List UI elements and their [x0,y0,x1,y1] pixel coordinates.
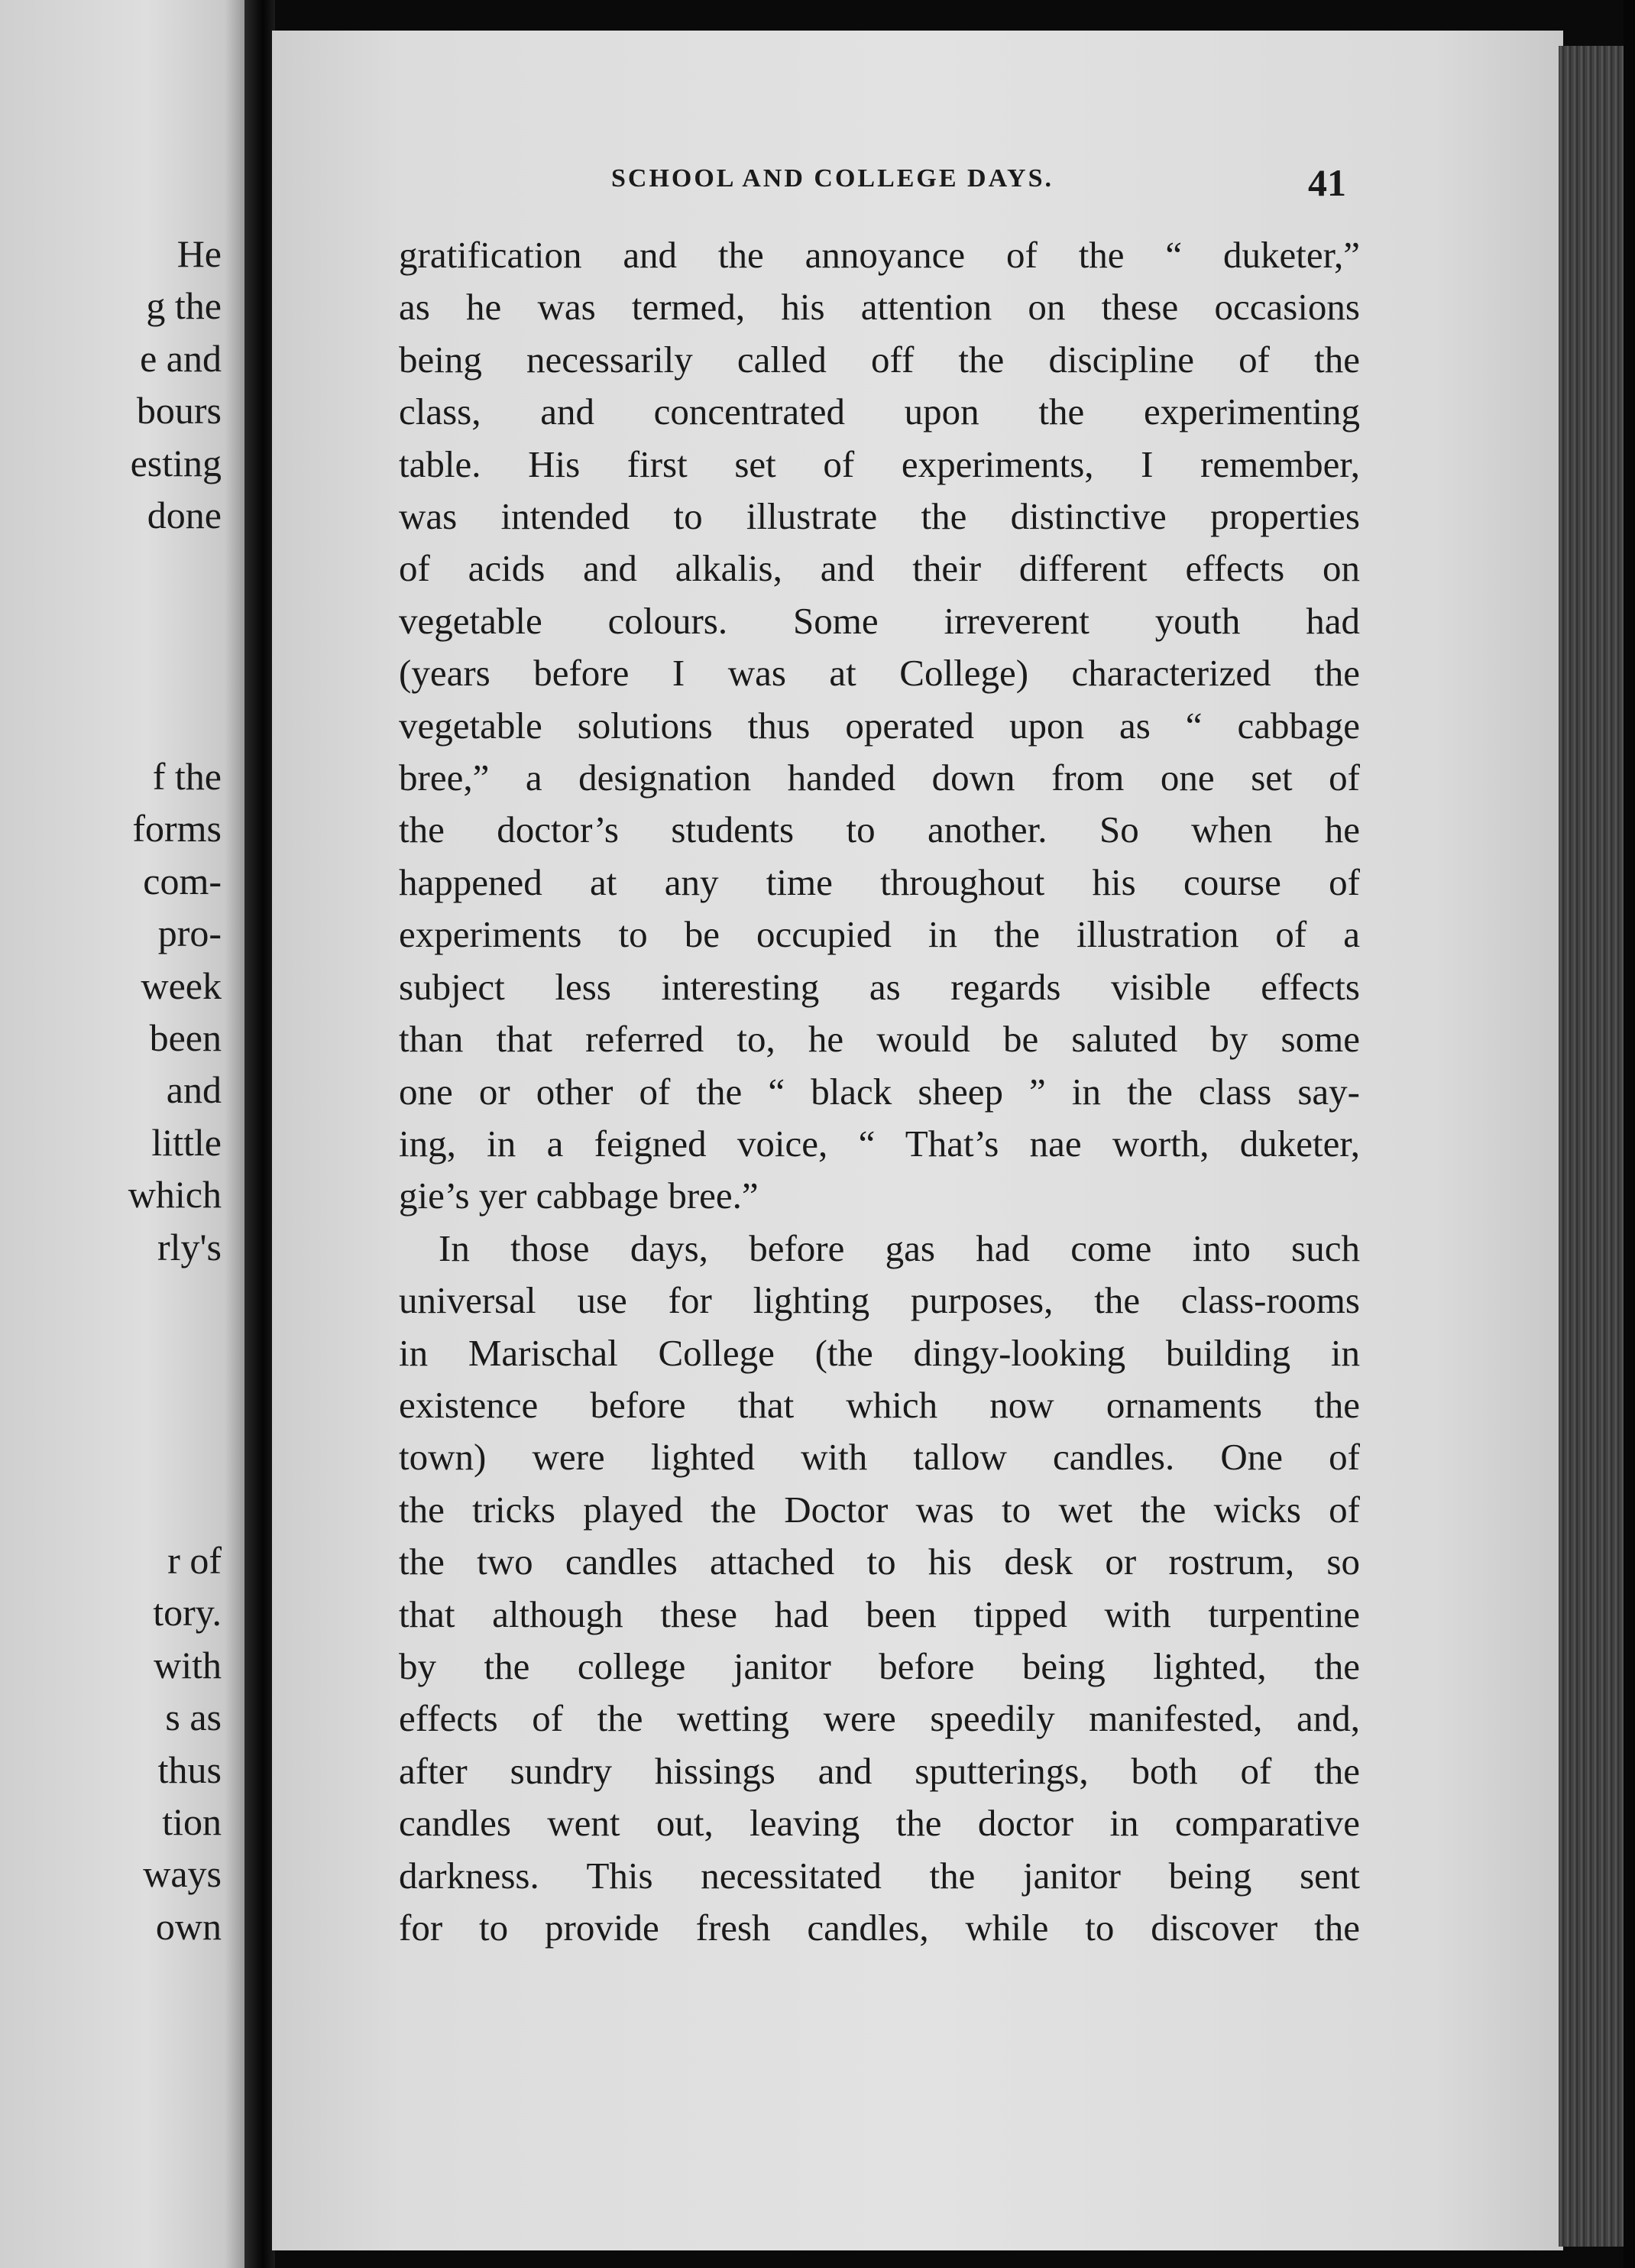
paragraph [399,1223,1360,1955]
previous-page-line: s as [165,1696,222,1739]
previous-page-line: g the [146,284,222,328]
blank-line [128,698,222,750]
previous-page-line: and [166,1068,222,1112]
previous-page-line: ways [143,1852,222,1896]
text-line: darkness. This necessitated the janitor being sent [399,1854,1360,1897]
text-line: class, and concentrated upon the experimenting [399,390,1360,433]
previous-page-line: with [154,1643,222,1686]
text-line: existence before that which now ornaments the [399,1383,1360,1426]
text-line: the two candles attached to his desk or rostrum, so [399,1541,1360,1583]
previous-page-line: r of [167,1539,222,1583]
text-line: gie’s yer cabbage bree.” [399,1174,759,1217]
text-line: of acids and alkalis, and their different effects on [399,547,1360,590]
blank-line [128,1482,222,1534]
blank-line [128,1325,222,1377]
book-gutter [244,0,275,2268]
running-header: SCHOOL AND COLLEGE DAYS. [611,164,1054,193]
previous-page-line: f the [152,755,222,798]
text-line: vegetable solutions thus operated upon as “ cabbage [399,704,1360,747]
previous-page-text [128,228,222,1952]
previous-page-line: week [141,964,222,1007]
previous-page-fragment [0,0,244,2268]
previous-page-line: esting [130,441,222,484]
previous-page-line: com- [143,859,222,902]
previous-page-line: rly's [157,1225,222,1268]
text-line: effects of the wetting were speedily manifested, and, [399,1697,1360,1740]
blank-line [128,1378,222,1430]
previous-page-line: which [128,1173,222,1217]
page-body [399,229,1360,1954]
text-line: as he was termed, his attention on these occasions [399,286,1360,329]
scan-border [1624,0,1635,2268]
page-number: 41 [1308,161,1346,204]
text-line: town) were lighted with tallow candles. One of [399,1436,1360,1479]
text-line: vegetable colours. Some irreverent youth had [399,599,1360,642]
previous-page-line: e and [140,336,222,380]
blank-line [128,541,222,593]
text-line: that although these had been tipped with turpentine [399,1592,1360,1635]
previous-page-line: own [155,1904,222,1948]
text-line: bree,” a designation handed down from one set of [399,757,1360,799]
text-line: table. His first set of experiments, I remember, [399,442,1360,485]
previous-page-line: He [176,232,222,275]
text-line: subject less interesting as regards visible effects [399,965,1360,1008]
text-line: the tricks played the Doctor was to wet the wicks of [399,1488,1360,1531]
text-line: for to provide fresh candles, while to discover the [399,1907,1360,1949]
previous-page-line: done [147,494,222,537]
text-line: the doctor’s students to another. So when he [399,808,1360,851]
previous-page-line: pro- [157,912,222,955]
text-line: (years before I was at College) characterized the [399,652,1360,695]
text-line: one or other of the “ black sheep ” in the class say- [399,1070,1360,1113]
text-line: after sundry hissings and sputterings, both of the [399,1749,1360,1792]
blank-line [128,594,222,646]
text-line: In those days, before gas had come into such [439,1226,1360,1269]
text-line: in Marischal College (the dingy-looking building in [399,1331,1360,1374]
page-edges [1559,46,1624,2247]
text-line: universal use for lighting purposes, the class-rooms [399,1279,1360,1322]
blank-line [128,1273,222,1325]
text-line: was intended to illustrate the distinctive properties [399,495,1360,538]
paragraph [399,229,1360,1223]
previous-page-line: forms [132,807,222,851]
text-line: experiments to be occupied in the illustration of a [399,913,1360,956]
text-line: by the college janitor before being lighted, the [399,1644,1360,1687]
text-line: gratification and the annoyance of the “ duketer,” [399,234,1360,276]
text-line: ing, in a feigned voice, “ That’s nae worth, duketer, [399,1122,1360,1165]
blank-line [128,1430,222,1482]
text-line: than that referred to, he would be saluted by some [399,1018,1360,1061]
previous-page-line: thus [157,1748,222,1791]
previous-page-line: little [151,1120,222,1164]
text-line: happened at any time throughout his course of [399,860,1360,903]
previous-page-line: bours [136,389,222,433]
text-line: being necessarily called off the discipline of the [399,338,1360,381]
previous-page-line: tory. [153,1591,222,1635]
previous-page-line: been [149,1016,222,1060]
previous-page-line: tion [162,1800,222,1844]
blank-line [128,646,222,698]
text-line: candles went out, leaving the doctor in comparative [399,1802,1360,1845]
